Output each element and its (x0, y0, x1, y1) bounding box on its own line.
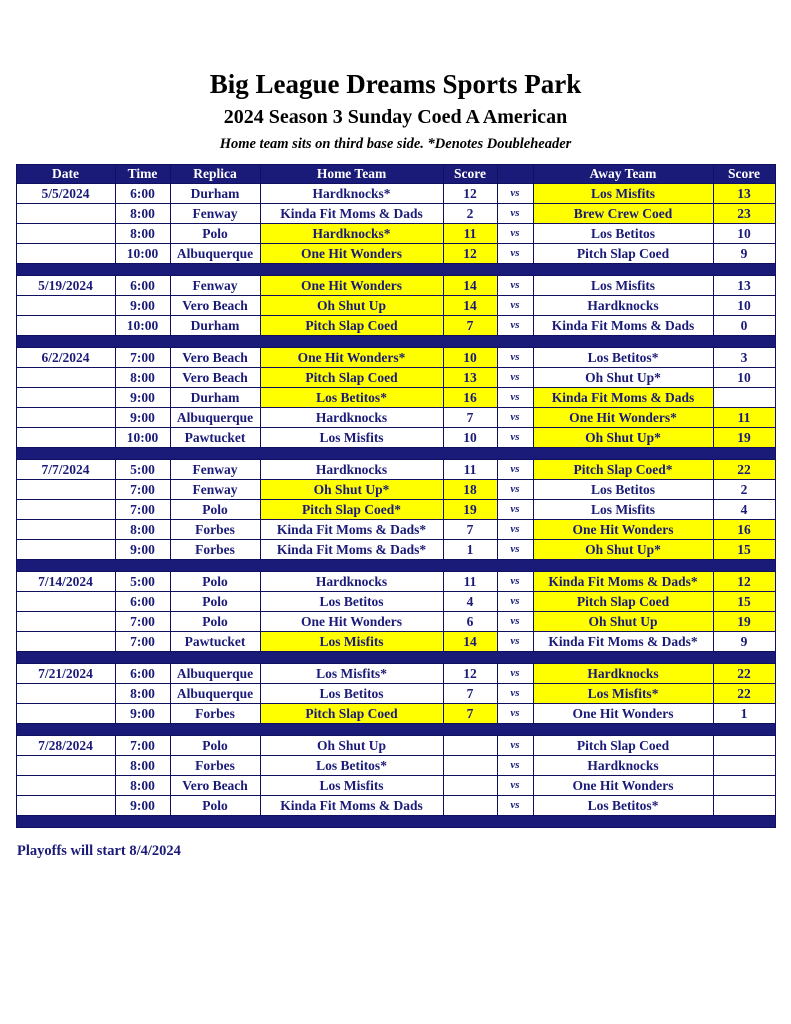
vs-cell: vs (497, 796, 533, 816)
home-team-cell: Los Misfits* (260, 664, 443, 684)
time-cell: 7:00 (115, 736, 170, 756)
date-cell (16, 592, 115, 612)
col-header-away-team: Away Team (533, 165, 713, 184)
group-separator (16, 448, 775, 460)
away-team-cell: One Hit Wonders (533, 520, 713, 540)
date-cell (16, 500, 115, 520)
date-cell (16, 684, 115, 704)
away-team-cell: Brew Crew Coed (533, 204, 713, 224)
away-team-cell: Hardknocks (533, 756, 713, 776)
home-team-cell: Hardknocks* (260, 224, 443, 244)
home-score-cell: 10 (443, 348, 497, 368)
vs-cell: vs (497, 540, 533, 560)
away-score-cell: 4 (713, 500, 775, 520)
away-team-cell: Los Misfits (533, 500, 713, 520)
vs-cell: vs (497, 460, 533, 480)
vs-cell: vs (497, 704, 533, 724)
home-score-cell: 7 (443, 684, 497, 704)
time-cell: 9:00 (115, 408, 170, 428)
game-row (16, 540, 775, 560)
group-separator (16, 724, 775, 736)
game-row (16, 756, 775, 776)
time-cell: 8:00 (115, 776, 170, 796)
home-team-cell: Los Misfits (260, 776, 443, 796)
vs-cell: vs (497, 776, 533, 796)
replica-cell: Forbes (170, 520, 260, 540)
away-score-cell (713, 388, 775, 408)
away-score-cell: 15 (713, 540, 775, 560)
away-score-cell: 22 (713, 460, 775, 480)
away-score-cell (713, 796, 775, 816)
replica-cell: Polo (170, 572, 260, 592)
time-cell: 6:00 (115, 664, 170, 684)
away-team-cell: Oh Shut Up* (533, 428, 713, 448)
home-score-cell: 16 (443, 388, 497, 408)
game-row (16, 796, 775, 816)
away-score-cell: 22 (713, 684, 775, 704)
away-score-cell: 0 (713, 316, 775, 336)
vs-cell: vs (497, 204, 533, 224)
replica-cell: Durham (170, 184, 260, 204)
home-team-cell: Oh Shut Up (260, 736, 443, 756)
date-cell (16, 296, 115, 316)
group-separator (16, 652, 775, 664)
home-team-cell: Pitch Slap Coed (260, 368, 443, 388)
away-team-cell: Los Misfits (533, 184, 713, 204)
away-score-cell: 9 (713, 632, 775, 652)
home-score-cell: 19 (443, 500, 497, 520)
away-score-cell (713, 776, 775, 796)
time-cell: 9:00 (115, 796, 170, 816)
date-cell: 7/7/2024 (16, 460, 115, 480)
replica-cell: Fenway (170, 460, 260, 480)
vs-cell: vs (497, 388, 533, 408)
away-team-cell: Los Betitos (533, 224, 713, 244)
time-cell: 8:00 (115, 684, 170, 704)
date-cell (16, 428, 115, 448)
date-cell (16, 632, 115, 652)
home-score-cell: 12 (443, 184, 497, 204)
group-separator (16, 560, 775, 572)
game-row (16, 368, 775, 388)
away-score-cell: 13 (713, 276, 775, 296)
replica-cell: Forbes (170, 704, 260, 724)
date-cell: 7/28/2024 (16, 736, 115, 756)
replica-cell: Durham (170, 388, 260, 408)
away-team-cell: Kinda Fit Moms & Dads* (533, 632, 713, 652)
vs-cell: vs (497, 572, 533, 592)
date-cell (16, 704, 115, 724)
replica-cell: Polo (170, 224, 260, 244)
game-row (16, 408, 775, 428)
home-score-cell: 14 (443, 632, 497, 652)
vs-cell: vs (497, 500, 533, 520)
away-team-cell: One Hit Wonders (533, 704, 713, 724)
time-cell: 7:00 (115, 632, 170, 652)
date-cell: 7/14/2024 (16, 572, 115, 592)
game-row (16, 460, 775, 480)
replica-cell: Albuquerque (170, 244, 260, 264)
away-score-cell: 19 (713, 428, 775, 448)
time-cell: 7:00 (115, 348, 170, 368)
col-header-replica: Replica (170, 165, 260, 184)
date-cell (16, 244, 115, 264)
home-team-cell: Hardknocks (260, 460, 443, 480)
away-team-cell: Hardknocks (533, 664, 713, 684)
group-separator-row (16, 816, 775, 828)
date-cell (16, 408, 115, 428)
home-score-cell (443, 736, 497, 756)
away-score-cell: 22 (713, 664, 775, 684)
replica-cell: Polo (170, 500, 260, 520)
home-team-cell: Kinda Fit Moms & Dads* (260, 520, 443, 540)
away-score-cell: 2 (713, 480, 775, 500)
game-row (16, 572, 775, 592)
col-header-home-team: Home Team (260, 165, 443, 184)
home-score-cell: 10 (443, 428, 497, 448)
home-score-cell: 4 (443, 592, 497, 612)
away-score-cell: 23 (713, 204, 775, 224)
away-team-cell: Pitch Slap Coed* (533, 460, 713, 480)
time-cell: 8:00 (115, 756, 170, 776)
replica-cell: Pawtucket (170, 428, 260, 448)
vs-cell: vs (497, 296, 533, 316)
away-score-cell: 10 (713, 368, 775, 388)
group-separator-row (16, 652, 775, 664)
group-separator-row (16, 724, 775, 736)
home-team-cell: Kinda Fit Moms & Dads (260, 204, 443, 224)
away-team-cell: Los Betitos* (533, 796, 713, 816)
game-row (16, 684, 775, 704)
away-team-cell: Kinda Fit Moms & Dads* (533, 572, 713, 592)
replica-cell: Fenway (170, 480, 260, 500)
away-team-cell: Los Betitos (533, 480, 713, 500)
home-team-cell: One Hit Wonders (260, 244, 443, 264)
table-header-row (16, 165, 775, 184)
vs-cell: vs (497, 368, 533, 388)
vs-cell: vs (497, 664, 533, 684)
away-score-cell: 3 (713, 348, 775, 368)
game-row (16, 632, 775, 652)
home-score-cell (443, 776, 497, 796)
away-team-cell: One Hit Wonders (533, 776, 713, 796)
time-cell: 7:00 (115, 500, 170, 520)
away-score-cell: 15 (713, 592, 775, 612)
replica-cell: Fenway (170, 204, 260, 224)
home-score-cell: 7 (443, 316, 497, 336)
away-team-cell: Los Misfits (533, 276, 713, 296)
time-cell: 10:00 (115, 316, 170, 336)
group-separator-row (16, 264, 775, 276)
vs-cell: vs (497, 632, 533, 652)
home-score-cell: 1 (443, 540, 497, 560)
replica-cell: Vero Beach (170, 776, 260, 796)
home-score-cell: 11 (443, 460, 497, 480)
game-row (16, 664, 775, 684)
date-cell: 7/21/2024 (16, 664, 115, 684)
away-team-cell: Kinda Fit Moms & Dads (533, 388, 713, 408)
home-score-cell: 7 (443, 408, 497, 428)
replica-cell: Vero Beach (170, 296, 260, 316)
date-cell: 5/5/2024 (16, 184, 115, 204)
replica-cell: Forbes (170, 756, 260, 776)
away-team-cell: Pitch Slap Coed (533, 592, 713, 612)
replica-cell: Durham (170, 316, 260, 336)
home-team-cell: Kinda Fit Moms & Dads* (260, 540, 443, 560)
home-team-cell: Hardknocks* (260, 184, 443, 204)
time-cell: 9:00 (115, 296, 170, 316)
home-score-cell: 12 (443, 664, 497, 684)
home-team-cell: Los Betitos (260, 684, 443, 704)
time-cell: 6:00 (115, 184, 170, 204)
game-row (16, 204, 775, 224)
time-cell: 8:00 (115, 204, 170, 224)
game-row (16, 592, 775, 612)
away-team-cell: Oh Shut Up* (533, 540, 713, 560)
group-separator-row (16, 560, 775, 572)
replica-cell: Albuquerque (170, 664, 260, 684)
group-separator (16, 336, 775, 348)
vs-cell: vs (497, 612, 533, 632)
date-cell (16, 796, 115, 816)
replica-cell: Polo (170, 592, 260, 612)
game-row (16, 296, 775, 316)
schedule-table (16, 164, 776, 828)
away-score-cell: 1 (713, 704, 775, 724)
time-cell: 8:00 (115, 520, 170, 540)
legend-note: Home team sits on third base side. *Denotes Doubleheader (219, 136, 572, 153)
time-cell: 7:00 (115, 612, 170, 632)
away-team-cell: Kinda Fit Moms & Dads (533, 316, 713, 336)
away-team-cell: Los Betitos* (533, 348, 713, 368)
date-cell (16, 612, 115, 632)
home-team-cell: One Hit Wonders* (260, 348, 443, 368)
replica-cell: Vero Beach (170, 348, 260, 368)
vs-cell: vs (497, 316, 533, 336)
time-cell: 7:00 (115, 480, 170, 500)
vs-cell: vs (497, 736, 533, 756)
time-cell: 5:00 (115, 460, 170, 480)
home-score-cell: 7 (443, 520, 497, 540)
time-cell: 9:00 (115, 540, 170, 560)
vs-cell: vs (497, 224, 533, 244)
home-score-cell: 6 (443, 612, 497, 632)
group-separator (16, 816, 775, 828)
away-score-cell: 11 (713, 408, 775, 428)
home-score-cell (443, 796, 497, 816)
away-team-cell: Pitch Slap Coed (533, 244, 713, 264)
date-cell: 6/2/2024 (16, 348, 115, 368)
home-team-cell: Los Betitos (260, 592, 443, 612)
away-score-cell: 9 (713, 244, 775, 264)
game-row (16, 428, 775, 448)
date-cell (16, 776, 115, 796)
game-row (16, 612, 775, 632)
home-team-cell: Hardknocks (260, 572, 443, 592)
replica-cell: Polo (170, 612, 260, 632)
away-team-cell: Los Misfits* (533, 684, 713, 704)
home-score-cell: 14 (443, 296, 497, 316)
date-cell: 5/19/2024 (16, 276, 115, 296)
home-team-cell: Pitch Slap Coed (260, 316, 443, 336)
col-header-away-score: Score (713, 165, 775, 184)
home-score-cell: 7 (443, 704, 497, 724)
away-score-cell: 10 (713, 224, 775, 244)
away-team-cell: Pitch Slap Coed (533, 736, 713, 756)
replica-cell: Polo (170, 796, 260, 816)
time-cell: 8:00 (115, 368, 170, 388)
page-title: Big League Dreams Sports Park (209, 69, 582, 99)
date-cell (16, 368, 115, 388)
replica-cell: Forbes (170, 540, 260, 560)
replica-cell: Polo (170, 736, 260, 756)
home-team-cell: Los Misfits (260, 632, 443, 652)
date-cell (16, 388, 115, 408)
game-row (16, 776, 775, 796)
home-team-cell: Oh Shut Up (260, 296, 443, 316)
game-row (16, 244, 775, 264)
home-score-cell: 11 (443, 572, 497, 592)
game-row (16, 276, 775, 296)
home-team-cell: Oh Shut Up* (260, 480, 443, 500)
vs-cell: vs (497, 756, 533, 776)
vs-cell: vs (497, 184, 533, 204)
home-team-cell: One Hit Wonders (260, 276, 443, 296)
away-score-cell (713, 756, 775, 776)
time-cell: 5:00 (115, 572, 170, 592)
schedule-body (16, 184, 775, 828)
col-header-home-score: Score (443, 165, 497, 184)
home-team-cell: Los Betitos* (260, 756, 443, 776)
game-row (16, 480, 775, 500)
home-team-cell: Kinda Fit Moms & Dads (260, 796, 443, 816)
home-team-cell: Los Misfits (260, 428, 443, 448)
group-separator-row (16, 336, 775, 348)
page-subtitle: 2024 Season 3 Sunday Coed A American (223, 106, 568, 129)
game-row (16, 736, 775, 756)
game-row (16, 704, 775, 724)
vs-cell: vs (497, 592, 533, 612)
game-row (16, 348, 775, 368)
away-score-cell (713, 736, 775, 756)
replica-cell: Albuquerque (170, 408, 260, 428)
vs-cell: vs (497, 520, 533, 540)
time-cell: 10:00 (115, 244, 170, 264)
away-score-cell: 19 (713, 612, 775, 632)
home-team-cell: Pitch Slap Coed (260, 704, 443, 724)
home-score-cell: 14 (443, 276, 497, 296)
col-header-time: Time (115, 165, 170, 184)
replica-cell: Albuquerque (170, 684, 260, 704)
playoffs-note: Playoffs will start 8/4/2024 (17, 843, 181, 860)
away-score-cell: 16 (713, 520, 775, 540)
vs-cell: vs (497, 244, 533, 264)
date-cell (16, 224, 115, 244)
away-score-cell: 13 (713, 184, 775, 204)
away-team-cell: Hardknocks (533, 296, 713, 316)
date-cell (16, 316, 115, 336)
replica-cell: Fenway (170, 276, 260, 296)
home-team-cell: Pitch Slap Coed* (260, 500, 443, 520)
game-row (16, 224, 775, 244)
group-separator (16, 264, 775, 276)
vs-cell: vs (497, 348, 533, 368)
home-team-cell: One Hit Wonders (260, 612, 443, 632)
game-row (16, 520, 775, 540)
time-cell: 6:00 (115, 592, 170, 612)
home-team-cell: Hardknocks (260, 408, 443, 428)
game-row (16, 388, 775, 408)
time-cell: 6:00 (115, 276, 170, 296)
home-score-cell: 11 (443, 224, 497, 244)
game-row (16, 316, 775, 336)
time-cell: 10:00 (115, 428, 170, 448)
vs-cell: vs (497, 684, 533, 704)
col-header-vs (497, 165, 533, 184)
home-score-cell: 2 (443, 204, 497, 224)
home-score-cell: 18 (443, 480, 497, 500)
date-cell (16, 204, 115, 224)
time-cell: 9:00 (115, 704, 170, 724)
date-cell (16, 756, 115, 776)
time-cell: 9:00 (115, 388, 170, 408)
col-header-date: Date (16, 165, 115, 184)
time-cell: 8:00 (115, 224, 170, 244)
away-team-cell: One Hit Wonders* (533, 408, 713, 428)
home-team-cell: Los Betitos* (260, 388, 443, 408)
away-score-cell: 12 (713, 572, 775, 592)
vs-cell: vs (497, 276, 533, 296)
group-separator-row (16, 448, 775, 460)
away-team-cell: Oh Shut Up* (533, 368, 713, 388)
vs-cell: vs (497, 408, 533, 428)
date-cell (16, 520, 115, 540)
replica-cell: Pawtucket (170, 632, 260, 652)
date-cell (16, 480, 115, 500)
home-score-cell (443, 756, 497, 776)
home-score-cell: 12 (443, 244, 497, 264)
vs-cell: vs (497, 428, 533, 448)
away-score-cell: 10 (713, 296, 775, 316)
home-score-cell: 13 (443, 368, 497, 388)
date-cell (16, 540, 115, 560)
replica-cell: Vero Beach (170, 368, 260, 388)
game-row (16, 500, 775, 520)
away-team-cell: Oh Shut Up (533, 612, 713, 632)
vs-cell: vs (497, 480, 533, 500)
game-row (16, 184, 775, 204)
